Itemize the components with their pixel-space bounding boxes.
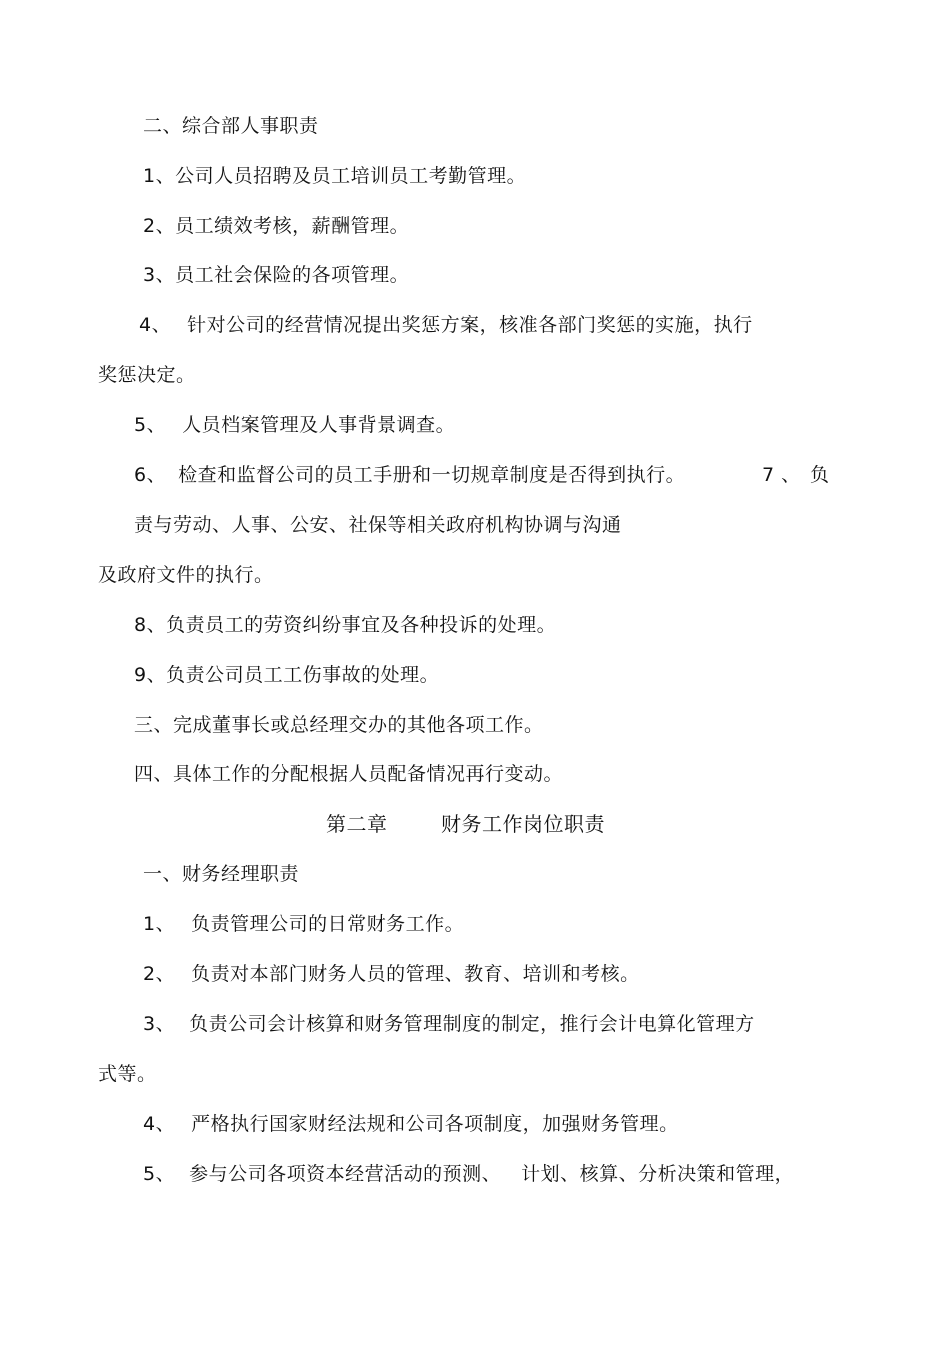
section-3: 三、完成董事长或总经理交办的其他各项工作。 bbox=[134, 714, 544, 736]
list-item-continuation: 式等。 bbox=[98, 1063, 157, 1085]
list-item: 9、负责公司员工工伤事故的处理。 bbox=[134, 664, 440, 686]
section-4: 四、具体工作的分配根据人员配备情况再行变动。 bbox=[134, 763, 564, 785]
list-item-continuation: 及政府文件的执行。 bbox=[98, 564, 274, 586]
list-item: 3、员工社会保险的各项管理。 bbox=[143, 264, 410, 286]
list-item: 3、 负责公司会计核算和财务管理制度的制定，推行会计电算化管理方 bbox=[143, 1013, 755, 1035]
subsection-title: 一、财务经理职责 bbox=[143, 863, 300, 885]
list-item-number: 7 、 bbox=[762, 464, 801, 486]
list-item: 6、 检查和监督公司的员工手册和一切规章制度是否得到执行。 bbox=[134, 464, 686, 486]
list-item: 4、 针对公司的经营情况提出奖惩方案，核准各部门奖惩的实施，执行 bbox=[139, 314, 753, 336]
list-item: 1、公司人员招聘及员工培训员工考勤管理。 bbox=[143, 165, 527, 187]
list-item: 5、 参与公司各项资本经营活动的预测、 计划、核算、分析决策和管理， bbox=[143, 1163, 795, 1185]
list-item: 5、 人员档案管理及人事背景调查。 bbox=[134, 414, 456, 436]
section-2-title: 二、综合部人事职责 bbox=[143, 115, 319, 137]
list-item: 8、负责员工的劳资纠纷事宜及各种投诉的处理。 bbox=[134, 614, 557, 636]
list-item: 2、 负责对本部门财务人员的管理、教育、培训和考核。 bbox=[143, 963, 640, 985]
chapter-title: 财务工作岗位职责 bbox=[441, 812, 605, 836]
list-item: 2、员工绩效考核，薪酬管理。 bbox=[143, 215, 410, 237]
list-item-continuation: 责与劳动、人事、公安、社保等相关政府机构协调与沟通 bbox=[134, 514, 622, 536]
list-item: 1、 负责管理公司的日常财务工作。 bbox=[143, 913, 465, 935]
chapter-number: 第二章 bbox=[326, 812, 388, 836]
list-item-continuation: 奖惩决定。 bbox=[98, 364, 196, 386]
list-item: 4、 严格执行国家财经法规和公司各项制度，加强财务管理。 bbox=[143, 1113, 679, 1135]
list-item-text: 负 bbox=[810, 464, 830, 486]
